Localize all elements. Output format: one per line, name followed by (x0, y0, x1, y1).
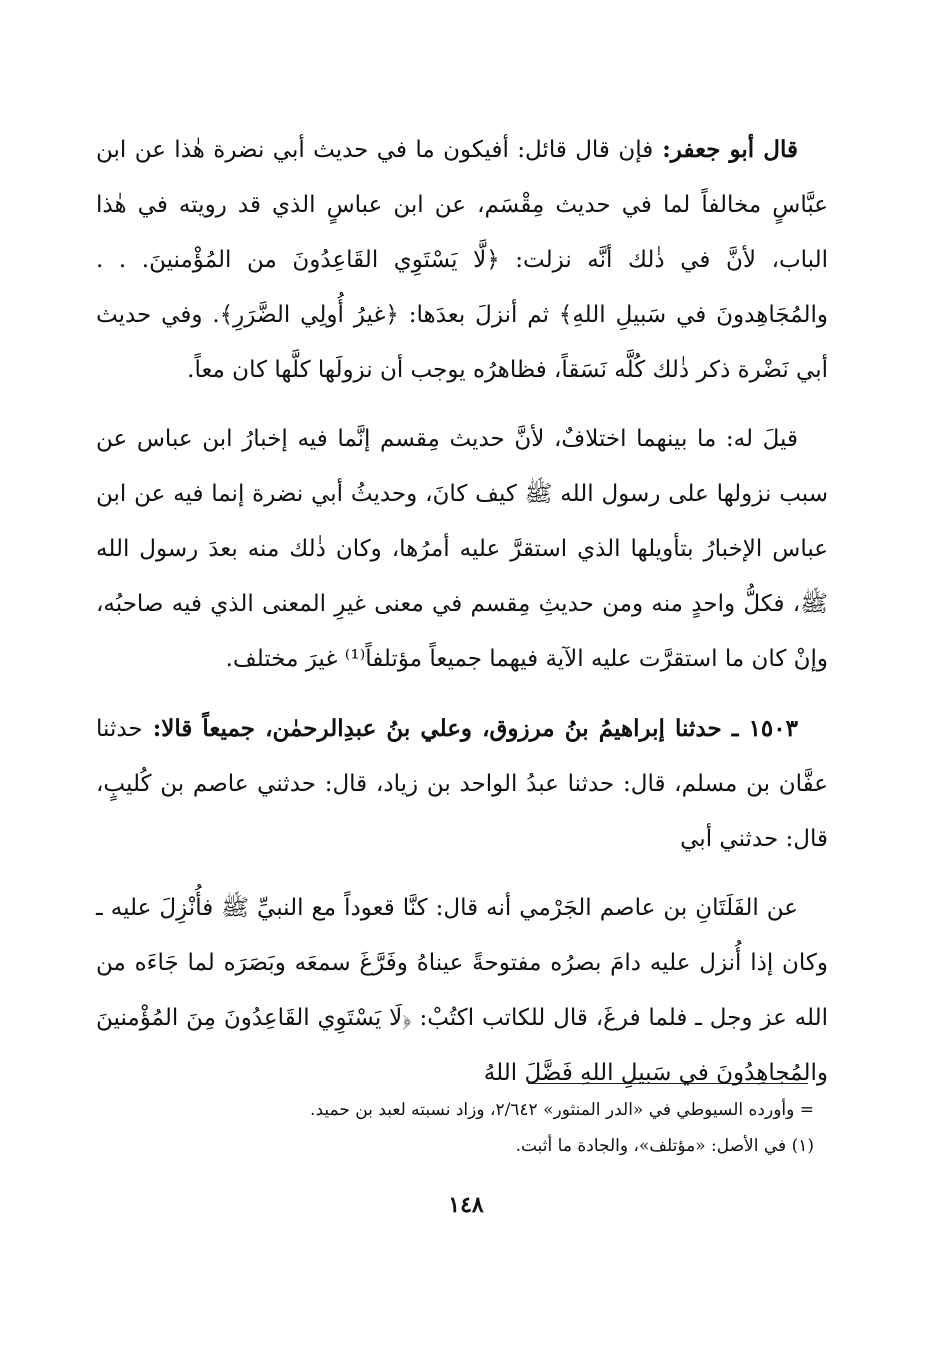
main-text (96, 122, 828, 1101)
hadith-1503-matn: عن الفَلَتَانِ بن عاصم الجَرْمي أنه قال: كنَّا قعوداً مع النبيِّ ﷺ فأُنْزِلَ عليه ـ وكان إذا أُنزل عليه دامَ بصرُه مفتوحةً عيناهُ وفَرَّغَ سمعَه وبَصَرَه لما جَاءَه من الله عز وجل ـ فلما فرغَ، قال للكاتب اكتُبْ: ﴿لَا يَسْتَوِي القَاعِدُونَ مِنَ المُؤْمنينَ والمُجاهِدُونَ في سَبيلِ اللهِ فَضَّلَ اللهُ (96, 895, 828, 1086)
footnote-1: (١) في الأصل: «مؤتلف»، والجادة ما أثبت. (515, 1136, 814, 1156)
hadith-1503-lead: ١٥٠٣ ـ حدثنا إبراهيمُ بنُ مرزوق، وعلي بنُ عبدِالرحمٰن، جميعاً قالا: (142, 715, 798, 742)
paragraph-1 (96, 122, 828, 398)
footnote-divider (528, 1083, 808, 1084)
paragraph-1-lead: قال أبو جعفر: (653, 136, 798, 163)
paragraph-2: قيلَ له: ما بينهما اختلافٌ، لأنَّ حديث مِقسم إنَّما فيه إخبارُ ابن عباس عن سبب نزولها على رسول الله ﷺ كيف كانَ، وحديثُ أبي نضرة إنما فيه عن ابن عباس الإخبارُ بتأويلها الذي استقرَّ عليه أمرُها، وكان ذٰلك منه بعدَ رسول الله ﷺ، فكلُّ واحدٍ منه ومن حديثِ مِقسم في معنى غيرِ المعنى الذي فيه صاحبُه، وإنْ كان ما استقرَّت عليه الآية فيهما جميعاً مؤتلفاً⁽¹⁾ غيرَ مختلف. (96, 426, 828, 672)
paragraph-1-text: فإن قال قائل: أفيكون ما في حديث أبي نضرة هٰذا عن ابن عبَّاسٍ مخالفاً لما في حديث مِقْسَم، عن ابن عباسٍ الذي قد رويته في هٰذا الباب، لأنَّ في ذٰلك أنَّه نزلت: ﴿لَّا يَسْتَوِي القَاعِدُونَ من المُؤْمنينَ. . . والمُجَاهِدونَ في سَبيلِ اللهِ﴾ ثم أنزلَ بعدَها: ﴿غيرُ أُولِي الضَّرَرِ﴾. وفي حديث أبي نَضْرة ذكر ذٰلك كُلَّه نَسَقاً، فظاهرُه يوجب أن نزولَها كلَّها كان معاً. (96, 137, 828, 383)
page-number: ١٤٨ (448, 1192, 484, 1218)
hadith-1503-chain: حدثنا عفَّان بن مسلم، قال: حدثنا عبدُ الواحد بن زياد، قال: حدثني عاصم بن كُليبٍ، قال: حدثني أبي (96, 716, 828, 852)
footnote-continuation: = وأورده السيوطي في «الدر المنثور» ٢/٦٤٢، وزاد نسبته لعبد بن حميد. (310, 1100, 814, 1120)
footnotes (96, 1092, 828, 1164)
hadith-1503-isnad (96, 701, 828, 867)
